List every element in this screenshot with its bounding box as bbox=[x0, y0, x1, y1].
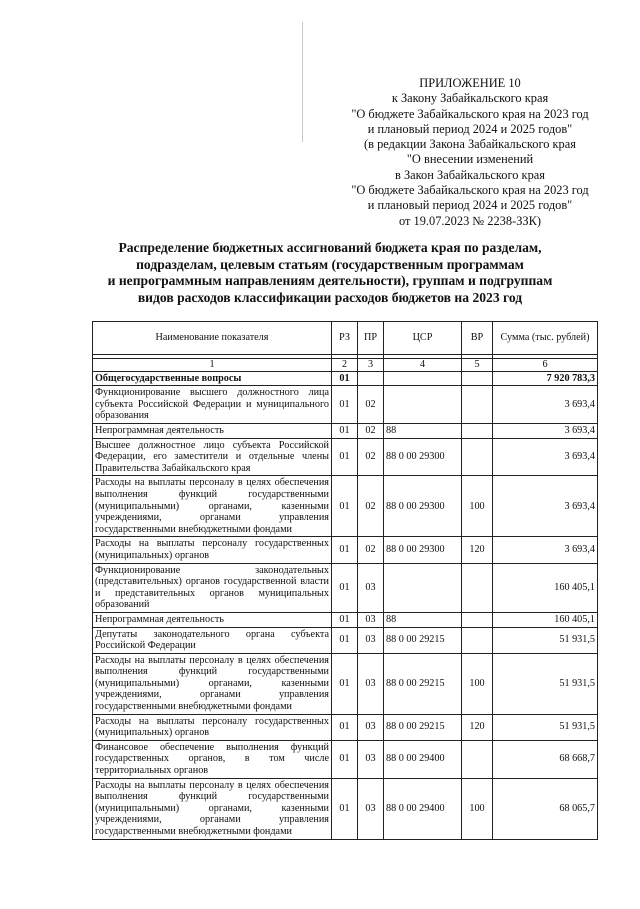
column-number: 6 bbox=[493, 359, 598, 372]
cell-pr: 02 bbox=[358, 423, 384, 438]
document-title bbox=[60, 240, 600, 306]
cell-vr bbox=[462, 612, 493, 627]
cell-rz: 01 bbox=[332, 740, 358, 778]
cell-rz: 01 bbox=[332, 386, 358, 424]
cell-csr bbox=[384, 386, 462, 424]
cell-sum: 7 920 783,3 bbox=[493, 371, 598, 386]
cell-sum: 51 931,5 bbox=[493, 653, 598, 714]
cell-name: Функционирование законодательных (представительных) органов государственной власти и представительных органов муниципальных образований bbox=[93, 563, 332, 612]
cell-csr: 88 0 00 29215 bbox=[384, 653, 462, 714]
column-number: 5 bbox=[462, 359, 493, 372]
cell-name: Расходы на выплаты персоналу в целях обеспечения выполнения функций государственными (муниципальными) органами, казенными учреждениями, органами управления государственными внебюджетными фондами bbox=[93, 778, 332, 839]
cell-sum: 160 405,1 bbox=[493, 563, 598, 612]
table-row bbox=[93, 438, 598, 476]
cell-vr: 100 bbox=[462, 778, 493, 839]
cell-sum: 3 693,4 bbox=[493, 386, 598, 424]
cell-sum: 51 931,5 bbox=[493, 714, 598, 740]
cell-name: Расходы на выплаты персоналу в целях обеспечения выполнения функций государственными (муниципальными) органами, казенными учреждениями, органами управления государственными внебюджетными фондами bbox=[93, 476, 332, 537]
appendix-line: от 19.07.2023 № 2238-ЗЗК) bbox=[398, 213, 542, 228]
cell-rz: 01 bbox=[332, 438, 358, 476]
cell-vr bbox=[462, 740, 493, 778]
table-row bbox=[93, 653, 598, 714]
appendix-line: и плановый период 2024 и 2025 годов" bbox=[367, 198, 573, 213]
column-number: 2 bbox=[332, 359, 358, 372]
column-number: 1 bbox=[93, 359, 332, 372]
cell-pr: 03 bbox=[358, 714, 384, 740]
cell-vr bbox=[462, 627, 493, 653]
cell-pr: 03 bbox=[358, 627, 384, 653]
appendix-heading bbox=[320, 76, 620, 229]
table-row bbox=[93, 563, 598, 612]
cell-vr bbox=[462, 563, 493, 612]
margin-line bbox=[302, 22, 303, 142]
table-row bbox=[93, 612, 598, 627]
cell-rz: 01 bbox=[332, 627, 358, 653]
appendix-line: (в редакции Закона Забайкальского края bbox=[364, 137, 576, 152]
appendix-line: "О бюджете Забайкальского края на 2023 год bbox=[351, 183, 589, 198]
title-line: и непрограммным направлениям деятельности), группам и подгруппам bbox=[107, 273, 553, 288]
table-row bbox=[93, 778, 598, 839]
cell-vr: 120 bbox=[462, 537, 493, 563]
title-line: Распределение бюджетных ассигнований бюджета края по разделам, bbox=[118, 240, 542, 255]
cell-csr bbox=[384, 563, 462, 612]
appendix-line: ПРИЛОЖЕНИЕ 10 bbox=[419, 76, 521, 90]
cell-csr: 88 bbox=[384, 423, 462, 438]
cell-vr bbox=[462, 371, 493, 386]
cell-pr: 02 bbox=[358, 438, 384, 476]
cell-sum: 51 931,5 bbox=[493, 627, 598, 653]
cell-rz: 01 bbox=[332, 653, 358, 714]
cell-sum: 3 693,4 bbox=[493, 537, 598, 563]
title-line: подразделам, целевым статьям (государственным программам bbox=[136, 256, 524, 272]
header-csr: ЦСР bbox=[384, 322, 462, 355]
cell-pr: 02 bbox=[358, 386, 384, 424]
table-row bbox=[93, 740, 598, 778]
cell-rz: 01 bbox=[332, 612, 358, 627]
cell-rz: 01 bbox=[332, 423, 358, 438]
cell-name: Финансовое обеспечение выполнения функций государственных органов, в том числе территориальных органов bbox=[93, 740, 332, 778]
cell-vr bbox=[462, 438, 493, 476]
cell-sum: 68 065,7 bbox=[493, 778, 598, 839]
cell-sum: 160 405,1 bbox=[493, 612, 598, 627]
cell-rz: 01 bbox=[332, 563, 358, 612]
cell-vr: 100 bbox=[462, 653, 493, 714]
title-line: видов расходов классификации расходов бюджетов на 2023 год bbox=[137, 289, 523, 305]
budget-table bbox=[92, 321, 598, 840]
cell-rz: 01 bbox=[332, 476, 358, 537]
appendix-line: "О внесении изменений bbox=[406, 152, 534, 167]
cell-csr bbox=[384, 371, 462, 386]
cell-csr: 88 0 00 29400 bbox=[384, 778, 462, 839]
cell-name: Расходы на выплаты персоналу государственных (муниципальных) органов bbox=[93, 537, 332, 563]
cell-name: Непрограммная деятельность bbox=[93, 423, 332, 438]
table-row bbox=[93, 714, 598, 740]
cell-pr: 02 bbox=[358, 537, 384, 563]
table-row bbox=[93, 371, 598, 386]
table-row bbox=[93, 476, 598, 537]
cell-name: Депутаты законодательного органа субъекта Российской Федерации bbox=[93, 627, 332, 653]
cell-pr: 03 bbox=[358, 563, 384, 612]
cell-vr bbox=[462, 386, 493, 424]
cell-csr: 88 0 00 29300 bbox=[384, 537, 462, 563]
header-name: Наименование показателя bbox=[93, 322, 332, 355]
cell-sum: 3 693,4 bbox=[493, 476, 598, 537]
table-row bbox=[93, 386, 598, 424]
cell-csr: 88 0 00 29300 bbox=[384, 438, 462, 476]
cell-vr bbox=[462, 423, 493, 438]
header-sum: Сумма (тыс. рублей) bbox=[493, 322, 598, 355]
cell-rz: 01 bbox=[332, 371, 358, 386]
column-numbers-row bbox=[93, 359, 598, 372]
cell-name: Высшее должностное лицо субъекта Российской Федерации, его заместители и отдельные члены Правительства Забайкальского края bbox=[93, 438, 332, 476]
cell-rz: 01 bbox=[332, 537, 358, 563]
cell-pr bbox=[358, 371, 384, 386]
header-vr: ВР bbox=[462, 322, 493, 355]
cell-pr: 03 bbox=[358, 612, 384, 627]
cell-vr: 120 bbox=[462, 714, 493, 740]
cell-rz: 01 bbox=[332, 778, 358, 839]
cell-csr: 88 0 00 29215 bbox=[384, 714, 462, 740]
column-number: 3 bbox=[358, 359, 384, 372]
cell-pr: 02 bbox=[358, 476, 384, 537]
appendix-line: "О бюджете Забайкальского края на 2023 год bbox=[351, 106, 589, 121]
cell-csr: 88 0 00 29215 bbox=[384, 627, 462, 653]
cell-name: Функционирование высшего должностного лица субъекта Российской Федерации и муниципального образования bbox=[93, 386, 332, 424]
cell-vr: 100 bbox=[462, 476, 493, 537]
cell-name: Общегосударственные вопросы bbox=[93, 371, 332, 386]
table-row bbox=[93, 537, 598, 563]
header-pr: ПР bbox=[358, 322, 384, 355]
appendix-line: и плановый период 2024 и 2025 годов" bbox=[367, 121, 573, 136]
table-row bbox=[93, 627, 598, 653]
cell-csr: 88 0 00 29400 bbox=[384, 740, 462, 778]
cell-sum: 3 693,4 bbox=[493, 423, 598, 438]
table-row bbox=[93, 423, 598, 438]
appendix-line: к Закону Забайкальского края bbox=[391, 91, 549, 106]
appendix-line: в Закон Забайкальского края bbox=[395, 167, 545, 182]
cell-name: Расходы на выплаты персоналу в целях обеспечения выполнения функций государственными (муниципальными) органами, казенными учреждениями, органами управления государственными внебюджетными фондами bbox=[93, 653, 332, 714]
cell-pr: 03 bbox=[358, 653, 384, 714]
cell-name: Расходы на выплаты персоналу государственных (муниципальных) органов bbox=[93, 714, 332, 740]
cell-sum: 68 668,7 bbox=[493, 740, 598, 778]
column-number: 4 bbox=[384, 359, 462, 372]
cell-pr: 03 bbox=[358, 778, 384, 839]
header-rz: РЗ bbox=[332, 322, 358, 355]
cell-pr: 03 bbox=[358, 740, 384, 778]
cell-csr: 88 0 00 29300 bbox=[384, 476, 462, 537]
cell-rz: 01 bbox=[332, 714, 358, 740]
table-header-row bbox=[93, 322, 598, 355]
cell-csr: 88 bbox=[384, 612, 462, 627]
cell-sum: 3 693,4 bbox=[493, 438, 598, 476]
cell-name: Непрограммная деятельность bbox=[93, 612, 332, 627]
